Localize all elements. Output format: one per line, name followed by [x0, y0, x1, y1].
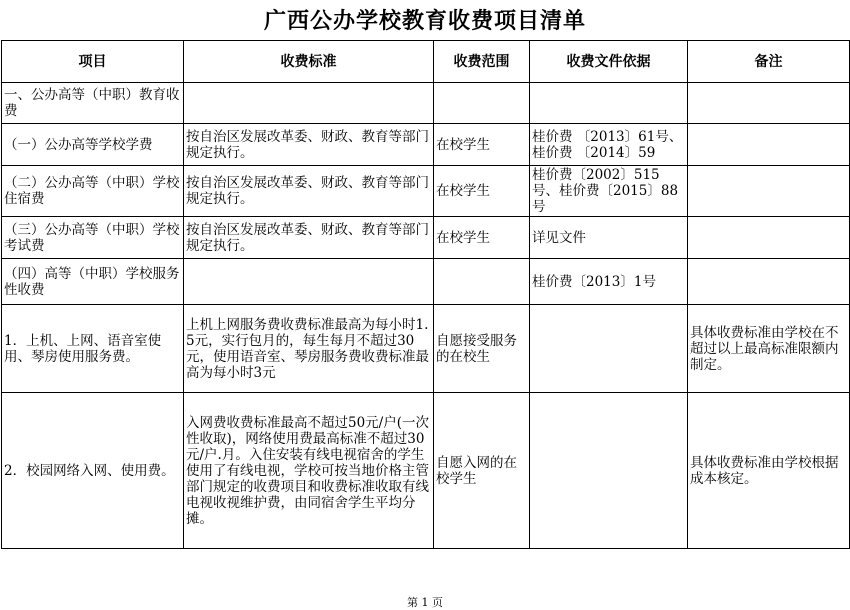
header-cell: 收费范围	[434, 41, 530, 83]
fee-table	[1, 40, 850, 549]
note-cell	[688, 124, 850, 166]
scope-cell: 自愿接受服务的在校生	[434, 305, 530, 393]
item-cell: 2．校园网络入网、使用费。	[2, 393, 184, 549]
basis-cell	[530, 393, 688, 549]
page-number: 第 1 页	[407, 596, 443, 609]
table-row	[2, 259, 850, 305]
note-cell: 具体收费标准由学校根据成本核定。	[688, 393, 850, 549]
note-cell	[688, 166, 850, 217]
table-row	[2, 217, 850, 259]
table-row	[2, 393, 850, 549]
basis-cell: 桂价费〔2013〕1号	[530, 259, 688, 305]
scope-cell	[434, 83, 530, 124]
header-cell: 收费标准	[184, 41, 434, 83]
standard-cell: 按自治区发展改革委、财政、教育等部门规定执行。	[184, 217, 434, 259]
standard-cell: 上机上网服务费收费标准最高为每小时1.5元，实行包月的，每生每月不超过30元，使用语音室、琴房服务费收费标准最高为每小时3元	[184, 305, 434, 393]
table-row	[2, 124, 850, 166]
item-cell: （二）公办高等（中职）学校住宿费	[2, 166, 184, 217]
note-cell	[688, 217, 850, 259]
page-title: 广西公办学校教育收费项目清单	[263, 9, 586, 34]
standard-cell	[184, 83, 434, 124]
item-cell: 一、公办高等（中职）教育收费	[2, 83, 184, 124]
note-cell	[688, 83, 850, 124]
header-cell: 项目	[2, 41, 184, 83]
item-cell: 1．上机、上网、语音室使用、琴房使用服务费。	[2, 305, 184, 393]
basis-cell: 桂价费 〔2013〕61号、桂价费 〔2014〕59	[530, 124, 688, 166]
standard-cell	[184, 259, 434, 305]
basis-cell: 详见文件	[530, 217, 688, 259]
scope-cell: 自愿入网的在校学生	[434, 393, 530, 549]
basis-cell	[530, 83, 688, 124]
scope-cell: 在校学生	[434, 166, 530, 217]
header-cell: 备注	[688, 41, 850, 83]
basis-cell	[530, 305, 688, 393]
scope-cell: 在校学生	[434, 217, 530, 259]
table-row	[2, 305, 850, 393]
item-cell: （四）高等（中职）学校服务性收费	[2, 259, 184, 305]
standard-cell: 按自治区发展改革委、财政、教育等部门规定执行。	[184, 124, 434, 166]
basis-cell: 桂价费〔2002〕515号、桂价费〔2015〕88号	[530, 166, 688, 217]
scope-cell	[434, 259, 530, 305]
table-row	[2, 166, 850, 217]
standard-cell: 入网费收费标准最高不超过50元/户(一次性收取)，网络使用费最高标准不超过30元/户.月。入住安装有线电视宿舍的学生使用了有线电视，学校可按当地价格主管部门规定的收费项目和收费标准收取有线电视收视维护费，由同宿舍学生平均分摊。	[184, 393, 434, 549]
header-row	[2, 41, 850, 83]
note-cell: 具体收费标准由学校在不超过以上最高标准限额内制定。	[688, 305, 850, 393]
header-cell: 收费文件依据	[530, 41, 688, 83]
table-row	[2, 83, 850, 124]
standard-cell: 按自治区发展改革委、财政、教育等部门规定执行。	[184, 166, 434, 217]
note-cell	[688, 259, 850, 305]
scope-cell: 在校学生	[434, 124, 530, 166]
item-cell: （一）公办高等学校学费	[2, 124, 184, 166]
item-cell: （三）公办高等（中职）学校考试费	[2, 217, 184, 259]
